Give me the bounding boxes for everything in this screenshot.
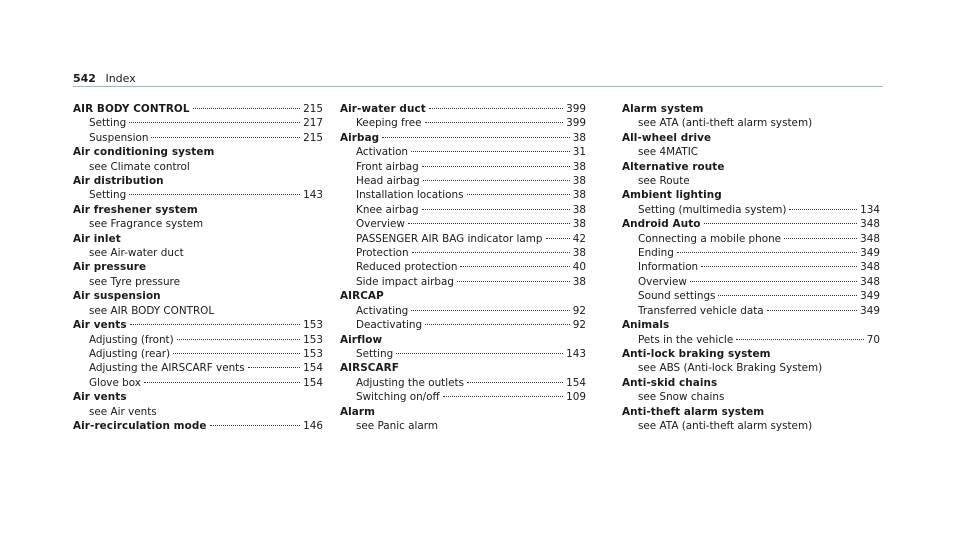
- subentry-term: Sound settings: [638, 290, 716, 303]
- subentry-term: Transferred vehicle data: [638, 304, 764, 317]
- index-subentry: [340, 116, 586, 130]
- index-subentry: [340, 390, 586, 404]
- index-subentry: [340, 347, 586, 361]
- dot-leader: [193, 108, 301, 109]
- subentry-term: Setting: [356, 347, 394, 360]
- page-ref: 217: [303, 117, 323, 130]
- dot-leader: [457, 281, 570, 282]
- index-term: Airbag: [340, 131, 380, 144]
- subentry-term: Ending: [638, 247, 674, 260]
- index-subentry: [73, 347, 323, 361]
- dot-leader: [704, 223, 858, 224]
- subentry-term: Front airbag: [356, 160, 419, 173]
- dot-leader: [546, 238, 570, 239]
- see-reference: see Route: [638, 175, 690, 188]
- subentry-term: Head airbag: [356, 175, 420, 188]
- page-ref: 38: [572, 175, 586, 188]
- page-ref: 154: [566, 376, 586, 389]
- subentry-term: PASSENGER AIR BAG indicator lamp: [356, 232, 543, 245]
- index-column-3: [622, 102, 880, 433]
- index-entry: [340, 102, 586, 131]
- page-ref: 92: [572, 319, 586, 332]
- index-subentry: [622, 203, 880, 217]
- index-term: Air conditioning system: [73, 146, 215, 159]
- subentry-term: Knee airbag: [356, 203, 419, 216]
- index-subentry: [73, 131, 323, 145]
- page-ref: 38: [572, 160, 586, 173]
- dot-leader: [784, 238, 857, 239]
- dot-leader: [173, 353, 300, 354]
- index-term: Ambient lighting: [622, 189, 722, 202]
- index-subentry: [622, 333, 880, 347]
- index-term: AIR BODY CONTROL: [73, 103, 190, 115]
- index-subentry: [73, 116, 323, 130]
- dot-leader: [467, 194, 570, 195]
- page-ref: 143: [566, 347, 586, 360]
- dot-leader: [443, 396, 563, 397]
- index-term: Airflow: [340, 333, 383, 346]
- index-heading: [73, 145, 323, 159]
- index-entry: [73, 419, 323, 433]
- index-heading: [73, 289, 323, 303]
- subentry-term: Switching on/off: [356, 391, 440, 404]
- index-heading: [622, 131, 880, 145]
- index-heading: [340, 405, 586, 419]
- subentry-term: Keeping free: [356, 117, 422, 130]
- index-subentry: [340, 232, 586, 246]
- index-entry: [622, 318, 880, 347]
- dot-leader: [718, 295, 857, 296]
- index-entry: [622, 188, 880, 217]
- dot-leader: [690, 281, 857, 282]
- index-entry: [73, 260, 323, 289]
- dot-leader: [467, 382, 563, 383]
- subentry-term: Adjusting the outlets: [356, 376, 464, 389]
- dot-leader: [425, 324, 570, 325]
- page-ref: 153: [303, 347, 323, 360]
- dot-leader: [129, 122, 300, 123]
- header-divider: [73, 86, 883, 87]
- page-ref: 38: [572, 189, 586, 202]
- index-entry: [73, 102, 323, 145]
- index-term: All-wheel drive: [622, 131, 712, 144]
- index-heading: [340, 289, 586, 303]
- index-term: AIRSCARF: [340, 362, 399, 375]
- subentry-term: Activation: [356, 146, 409, 159]
- index-term: Air-water duct: [340, 103, 426, 115]
- dot-leader: [767, 310, 858, 311]
- index-term: Air inlet: [73, 232, 121, 245]
- index-heading: [340, 131, 586, 145]
- page-ref: 31: [572, 146, 586, 159]
- see-reference: see 4MATIC: [638, 146, 699, 159]
- index-entry: [73, 174, 323, 203]
- subentry-term: Connecting a mobile phone: [638, 232, 782, 245]
- page-ref: 153: [303, 319, 323, 332]
- page-ref: 348: [860, 218, 880, 231]
- index-heading: [340, 102, 586, 116]
- index-heading: [622, 376, 880, 390]
- dot-leader: [382, 137, 570, 138]
- subentry-term: Reduced protection: [356, 261, 458, 274]
- dot-leader: [429, 108, 563, 109]
- index-heading: [73, 102, 323, 116]
- dot-leader: [677, 252, 857, 253]
- dot-leader: [412, 252, 570, 253]
- subentry-term: Setting: [89, 189, 127, 202]
- index-subentry: [340, 275, 586, 289]
- subentry-term: Setting: [89, 117, 127, 130]
- index-term: Air vents: [73, 391, 127, 404]
- page-ref: 154: [303, 362, 323, 375]
- dot-leader: [396, 353, 563, 354]
- index-entry: [622, 217, 880, 318]
- see-reference: see Snow chains: [638, 391, 725, 404]
- dot-leader: [177, 339, 300, 340]
- dot-leader: [736, 339, 864, 340]
- index-heading: [73, 260, 323, 274]
- index-term: Air freshener system: [73, 203, 198, 216]
- page-header: [73, 72, 136, 86]
- subentry-term: Pets in the vehicle: [638, 333, 734, 346]
- index-heading: [73, 419, 323, 433]
- index-heading: [73, 390, 323, 404]
- see-reference: see Tyre pressure: [89, 275, 180, 288]
- dot-leader: [411, 151, 570, 152]
- page-ref: 38: [572, 247, 586, 260]
- index-subentry: [622, 260, 880, 274]
- index-subentry: [622, 275, 880, 289]
- dot-leader: [144, 382, 300, 383]
- index-entry: [73, 203, 323, 232]
- dot-leader: [460, 266, 569, 267]
- index-entry: [73, 289, 323, 318]
- index-term: Air suspension: [73, 290, 161, 303]
- index-entry: [622, 102, 880, 131]
- page-title: Index: [105, 72, 136, 85]
- see-reference: see AIR BODY CONTROL: [89, 304, 215, 317]
- page-number: 542: [73, 72, 96, 85]
- subentry-term: Protection: [356, 247, 409, 260]
- index-term: Alarm system: [622, 103, 704, 115]
- index-term: Anti-lock braking system: [622, 347, 771, 360]
- subentry-term: Adjusting (rear): [89, 347, 171, 360]
- index-subentry: [73, 333, 323, 347]
- page-ref: 42: [572, 232, 586, 245]
- index-subentry: [340, 174, 586, 188]
- see-reference: see ABS (Anti-lock Braking System): [638, 362, 823, 375]
- index-heading: [622, 188, 880, 202]
- subentry-term: Overview: [356, 218, 405, 231]
- page-ref: 399: [566, 117, 586, 130]
- dot-leader: [423, 180, 570, 181]
- dot-leader: [422, 209, 570, 210]
- subentry-term: Side impact airbag: [356, 275, 454, 288]
- index-subentry: [622, 232, 880, 246]
- page-ref: 38: [572, 203, 586, 216]
- index-subentry: [340, 246, 586, 260]
- see-reference: see Climate control: [89, 160, 190, 173]
- subentry-term: Installation locations: [356, 189, 464, 202]
- dot-leader: [248, 367, 300, 368]
- see-reference: see ATA (anti-theft alarm system): [638, 419, 813, 432]
- index-entry: [73, 232, 323, 261]
- see-reference: see Air-water duct: [89, 247, 184, 260]
- index-entry: [340, 333, 586, 362]
- subentry-term: Setting (multimedia system): [638, 203, 787, 216]
- dot-leader: [210, 425, 301, 426]
- index-heading: [622, 347, 880, 361]
- index-term: AIRCAP: [340, 290, 384, 303]
- page-ref: 349: [860, 304, 880, 317]
- page-ref: 348: [860, 232, 880, 245]
- index-column-1: [73, 102, 323, 433]
- subentry-term: Adjusting (front): [89, 333, 174, 346]
- subentry-term: Suspension: [89, 131, 149, 144]
- index-subentry: [340, 260, 586, 274]
- index-subentry: [340, 188, 586, 202]
- index-entry: [340, 289, 586, 332]
- index-entry: [340, 361, 586, 404]
- dot-leader: [425, 122, 564, 123]
- index-term: Air distribution: [73, 175, 164, 188]
- index-heading: [340, 361, 586, 375]
- index-subentry: [73, 361, 323, 375]
- dot-leader: [408, 223, 570, 224]
- index-entry: [622, 376, 880, 405]
- index-heading: [73, 318, 323, 332]
- index-subentry: [340, 145, 586, 159]
- dot-leader: [701, 266, 857, 267]
- see-reference: see Fragrance system: [89, 218, 204, 231]
- subentry-term: Deactivating: [356, 319, 423, 332]
- subentry-term: Overview: [638, 275, 687, 288]
- see-reference: see Panic alarm: [356, 419, 438, 432]
- page-ref: 349: [860, 290, 880, 303]
- see-reference: see Air vents: [89, 405, 157, 418]
- page-ref: 38: [572, 218, 586, 231]
- index-subentry: [340, 304, 586, 318]
- index-term: Alarm: [340, 405, 376, 418]
- subentry-term: Adjusting the AIRSCARF vents: [89, 362, 245, 375]
- index-entry: [73, 145, 323, 174]
- page-ref: 40: [572, 261, 586, 274]
- page-ref: 215: [303, 131, 323, 144]
- page-ref: 92: [572, 304, 586, 317]
- page-ref: 348: [860, 275, 880, 288]
- index-heading: [622, 160, 880, 174]
- index-heading: [622, 405, 880, 419]
- index-subentry: [340, 160, 586, 174]
- dot-leader: [411, 310, 570, 311]
- index-column-2: [340, 102, 586, 433]
- page-ref: 70: [866, 333, 880, 346]
- index-term: Air-recirculation mode: [73, 419, 207, 432]
- index-term: Android Auto: [622, 218, 701, 231]
- index-heading: [73, 174, 323, 188]
- index-heading: [340, 333, 586, 347]
- index-heading: [622, 217, 880, 231]
- page-ref: 38: [572, 275, 586, 288]
- index-subentry: [340, 318, 586, 332]
- index-term: Air vents: [73, 319, 127, 332]
- index-term: Anti-theft alarm system: [622, 405, 765, 418]
- index-subentry: [622, 304, 880, 318]
- subentry-term: Glove box: [89, 376, 141, 389]
- page-ref: 349: [860, 247, 880, 260]
- index-heading: [622, 318, 880, 332]
- index-subentry: [340, 376, 586, 390]
- index-entry: [622, 160, 880, 189]
- dot-leader: [129, 194, 300, 195]
- index-entry: [622, 131, 880, 160]
- index-term: Alternative route: [622, 160, 725, 173]
- index-entry: [73, 318, 323, 390]
- subentry-term: Information: [638, 261, 699, 274]
- index-term: Anti-skid chains: [622, 376, 718, 389]
- page-ref: 146: [303, 419, 323, 432]
- dot-leader: [422, 166, 570, 167]
- index-subentry: [622, 289, 880, 303]
- subentry-term: Activating: [356, 304, 409, 317]
- index-entry: [340, 131, 586, 289]
- dot-leader: [130, 324, 301, 325]
- page-ref: 143: [303, 189, 323, 202]
- index-heading: [73, 203, 323, 217]
- index-entry: [340, 405, 586, 434]
- index-entry: [622, 347, 880, 376]
- index-entry: [622, 405, 880, 434]
- page-ref: 399: [566, 103, 586, 115]
- page-ref: 109: [566, 391, 586, 404]
- page-ref: 154: [303, 376, 323, 389]
- index-heading: [622, 102, 880, 116]
- index-term: Air pressure: [73, 261, 147, 274]
- dot-leader: [789, 209, 857, 210]
- page-ref: 153: [303, 333, 323, 346]
- page-ref: 215: [303, 103, 323, 115]
- page-ref: 348: [860, 261, 880, 274]
- index-term: Animals: [622, 319, 670, 332]
- index-subentry: [73, 376, 323, 390]
- page-ref: 134: [860, 203, 880, 216]
- see-reference: see ATA (anti-theft alarm system): [638, 117, 813, 130]
- index-subentry: [73, 188, 323, 202]
- dot-leader: [151, 137, 300, 138]
- page-ref: 38: [572, 131, 586, 144]
- index-subentry: [340, 217, 586, 231]
- index-heading: [73, 232, 323, 246]
- index-subentry: [340, 203, 586, 217]
- index-subentry: [622, 246, 880, 260]
- index-entry: [73, 390, 323, 419]
